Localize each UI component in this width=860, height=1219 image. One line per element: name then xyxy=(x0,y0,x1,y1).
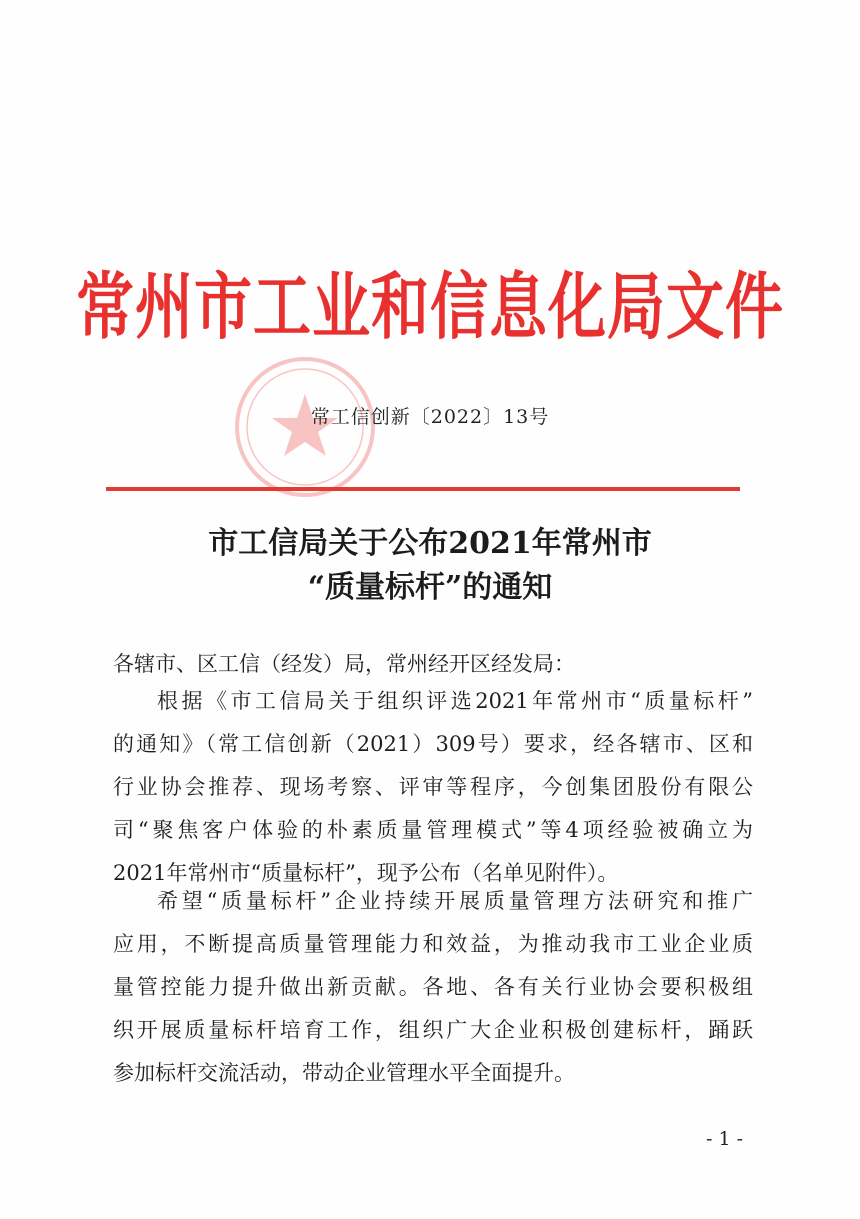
notice-title-line-2: “质量标杆”的通知 xyxy=(307,570,553,605)
recipients-line: 各辖市、区工信（经发）局，常州经开区经发局： xyxy=(113,652,575,676)
paragraph-line: 应用，不断提高质量管理能力和效益，为推动我市工业企业质 xyxy=(113,932,753,956)
paragraph-line: 2021年常州市“质量标杆”，现予公布（名单见附件）。 xyxy=(113,861,619,885)
paragraph-line: 希望“质量标杆”企业持续开展质量管理方法研究和推广 xyxy=(157,889,753,913)
paragraph-line: 的通知》（常工信创新（2021）309号）要求，经各辖市、区和 xyxy=(113,732,753,756)
document-number: 常工信创新〔2022〕13号 xyxy=(310,406,550,428)
paragraph-line: 量管控能力提升做出新贡献。各地、各有关行业协会要积极组 xyxy=(113,975,753,999)
paragraph-line: 根据《市工信局关于组织评选2021年常州市“质量标杆” xyxy=(157,689,753,713)
issuing-authority-header: 常州市工业和信息化局文件 xyxy=(75,264,784,350)
paragraph-line: 行业协会推荐、现场考察、评审等程序，今创集团股份有限公 xyxy=(113,775,753,799)
paragraph-line: 织开展质量标杆培育工作，组织广大企业积极创建标杆，踊跃 xyxy=(113,1018,753,1042)
paragraph-line: 司“聚焦客户体验的朴素质量管理模式”等4项经验被确立为 xyxy=(113,818,753,842)
page-number: - 1 - xyxy=(706,1128,744,1150)
notice-title-line-1: 市工信局关于公布2021年常州市 xyxy=(208,526,652,561)
body-paragraph-2 xyxy=(113,880,753,1095)
body-paragraph-1 xyxy=(113,680,753,895)
paragraph-line: 参加标杆交流活动，带动企业管理水平全面提升。 xyxy=(113,1061,575,1085)
red-separator-line xyxy=(106,487,740,491)
